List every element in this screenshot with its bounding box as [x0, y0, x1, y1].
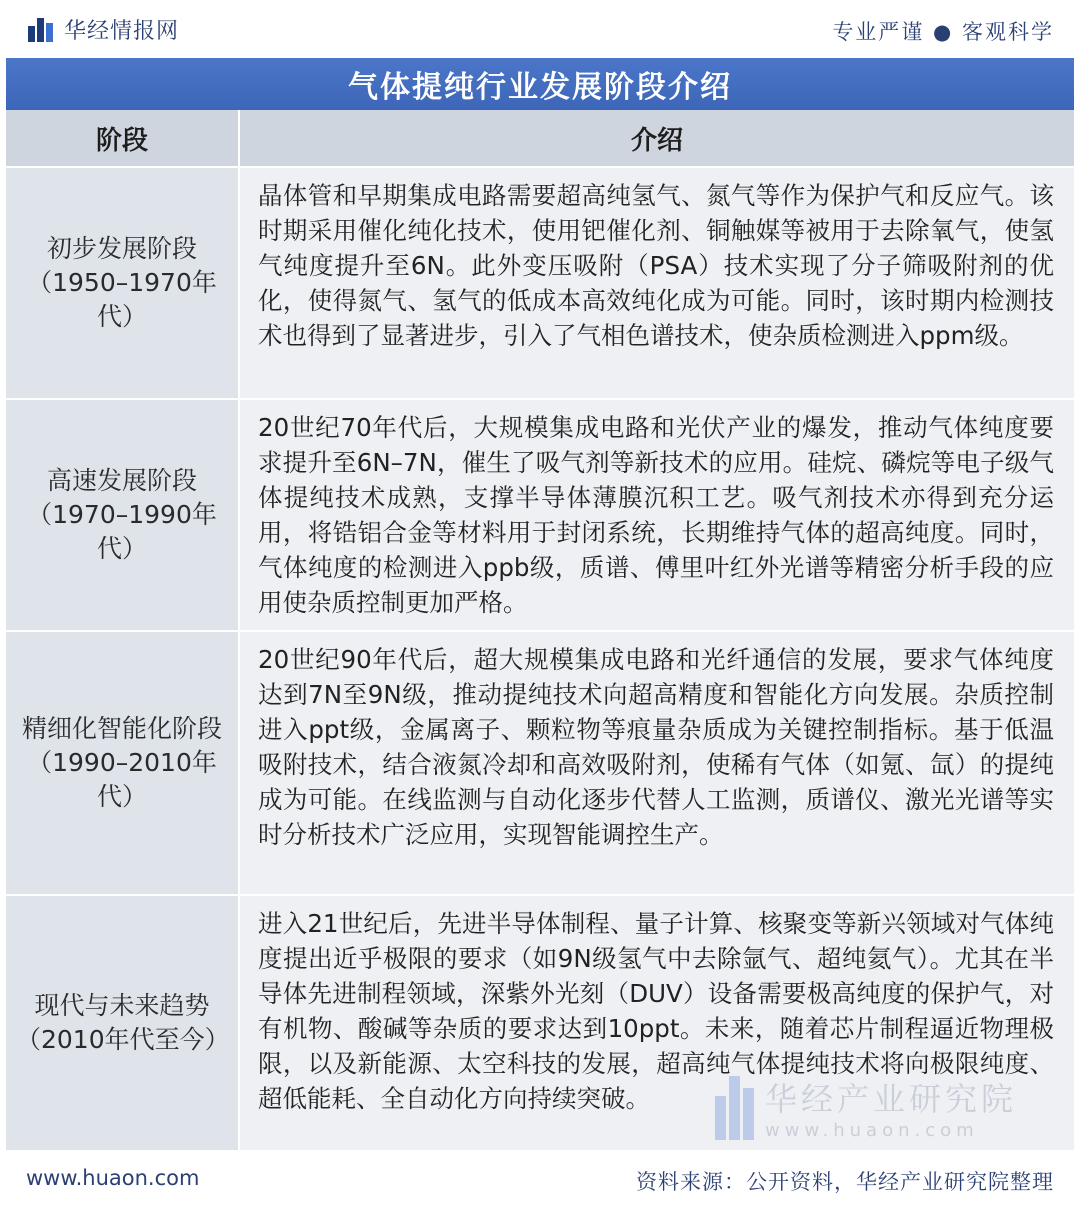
stages-table [6, 110, 1074, 1152]
stage-cell: 现代与未来趋势（2010年代至今） [6, 896, 240, 1150]
table-row [6, 632, 1074, 896]
watermark [715, 1074, 1017, 1141]
footer-website: www.huaon.com [26, 1166, 200, 1190]
intro-cell: 进入21世纪后，先进半导体制程、量子计算、核聚变等新兴领域对气体纯度提出近乎极限的要求（如9N级氢气中去除氩气、超纯氦气）。尤其在半导体先进制程领域，深紫外光刻（DUV）设备需要极高纯度的保护气，对有机物、酸碱等杂质的要求达到10ppt。未来，随着芯片制程逼近物理极限，以及新能源、太空科技的发展，超高纯气体提纯技术将向极限纯度、超低能耗、全自动化方向持续突破。 [240, 896, 1074, 1150]
brand [28, 14, 179, 45]
stage-cell: 精细化智能化阶段（1990–2010年代） [6, 632, 240, 894]
title-bar [6, 58, 1074, 110]
intro-cell: 晶体管和早期集成电路需要超高纯氢气、氮气等作为保护气和反应气。该时期采用催化纯化技术，使用钯催化剂、铜触媒等被用于去除氧气，使氢气纯度提升至6N。此外变压吸附（PSA）技术实现了分子筛吸附剂的优化，使得氮气、氢气的低成本高效纯化成为可能。同时，该时期内检测技术也得到了显著进步，引入了气相色谱技术，使杂质检测进入ppm级。 [240, 168, 1074, 398]
top-bar [0, 0, 1080, 56]
stage-cell: 高速发展阶段（1970–1990年代） [6, 400, 240, 630]
stage-cell: 初步发展阶段（1950–1970年代） [6, 168, 240, 398]
intro-cell: 20世纪70年代后，大规模集成电路和光伏产业的爆发，推动气体纯度要求提升至6N–7N，催生了吸气剂等新技术的应用。硅烷、磷烷等电子级气体提纯技术成熟，支撑半导体薄膜沉积工艺。吸气剂技术亦得到充分运用，将锆铝合金等材料用于封闭系统，长期维持气体的超高纯度。同时，气体纯度的检测进入ppb级，质谱、傅里叶红外光谱等精密分析手段的应用使杂质控制更加严格。 [240, 400, 1074, 630]
intro-cell: 20世纪90年代后，超大规模集成电路和光纤通信的发展，要求气体纯度达到7N至9N级，推动提纯技术向超高精度和智能化方向发展。杂质控制进入ppt级，金属离子、颗粒物等痕量杂质成为关键控制指标。基于低温吸附技术，结合液氮冷却和高效吸附剂，使稀有气体（如氪、氙）的提纯成为可能。在线监测与自动化逐步代替人工监测，质谱仪、激光光谱等实时分析技术广泛应用，实现智能调控生产。 [240, 632, 1074, 894]
footer-source: 资料来源：公开资料，华经产业研究院整理 [636, 1170, 1054, 1194]
column-header-intro: 介绍 [240, 110, 1074, 166]
page-title: 气体提纯行业发展阶段介绍 [348, 70, 732, 105]
table-header-row [6, 110, 1074, 168]
column-header-stage: 阶段 [6, 110, 240, 166]
tagline: 专业严谨 ● 客观科学 [832, 20, 1054, 44]
table-row [6, 168, 1074, 400]
logo-icon [28, 18, 54, 42]
footer [0, 1148, 1080, 1211]
watermark-text [765, 1074, 1017, 1141]
table-row [6, 400, 1074, 632]
watermark-url: www.huaon.com [765, 1120, 979, 1141]
watermark-logo-icon [715, 1076, 755, 1140]
brand-name: 华经情报网 [64, 19, 180, 44]
watermark-name: 华经产业研究院 [765, 1080, 1018, 1118]
